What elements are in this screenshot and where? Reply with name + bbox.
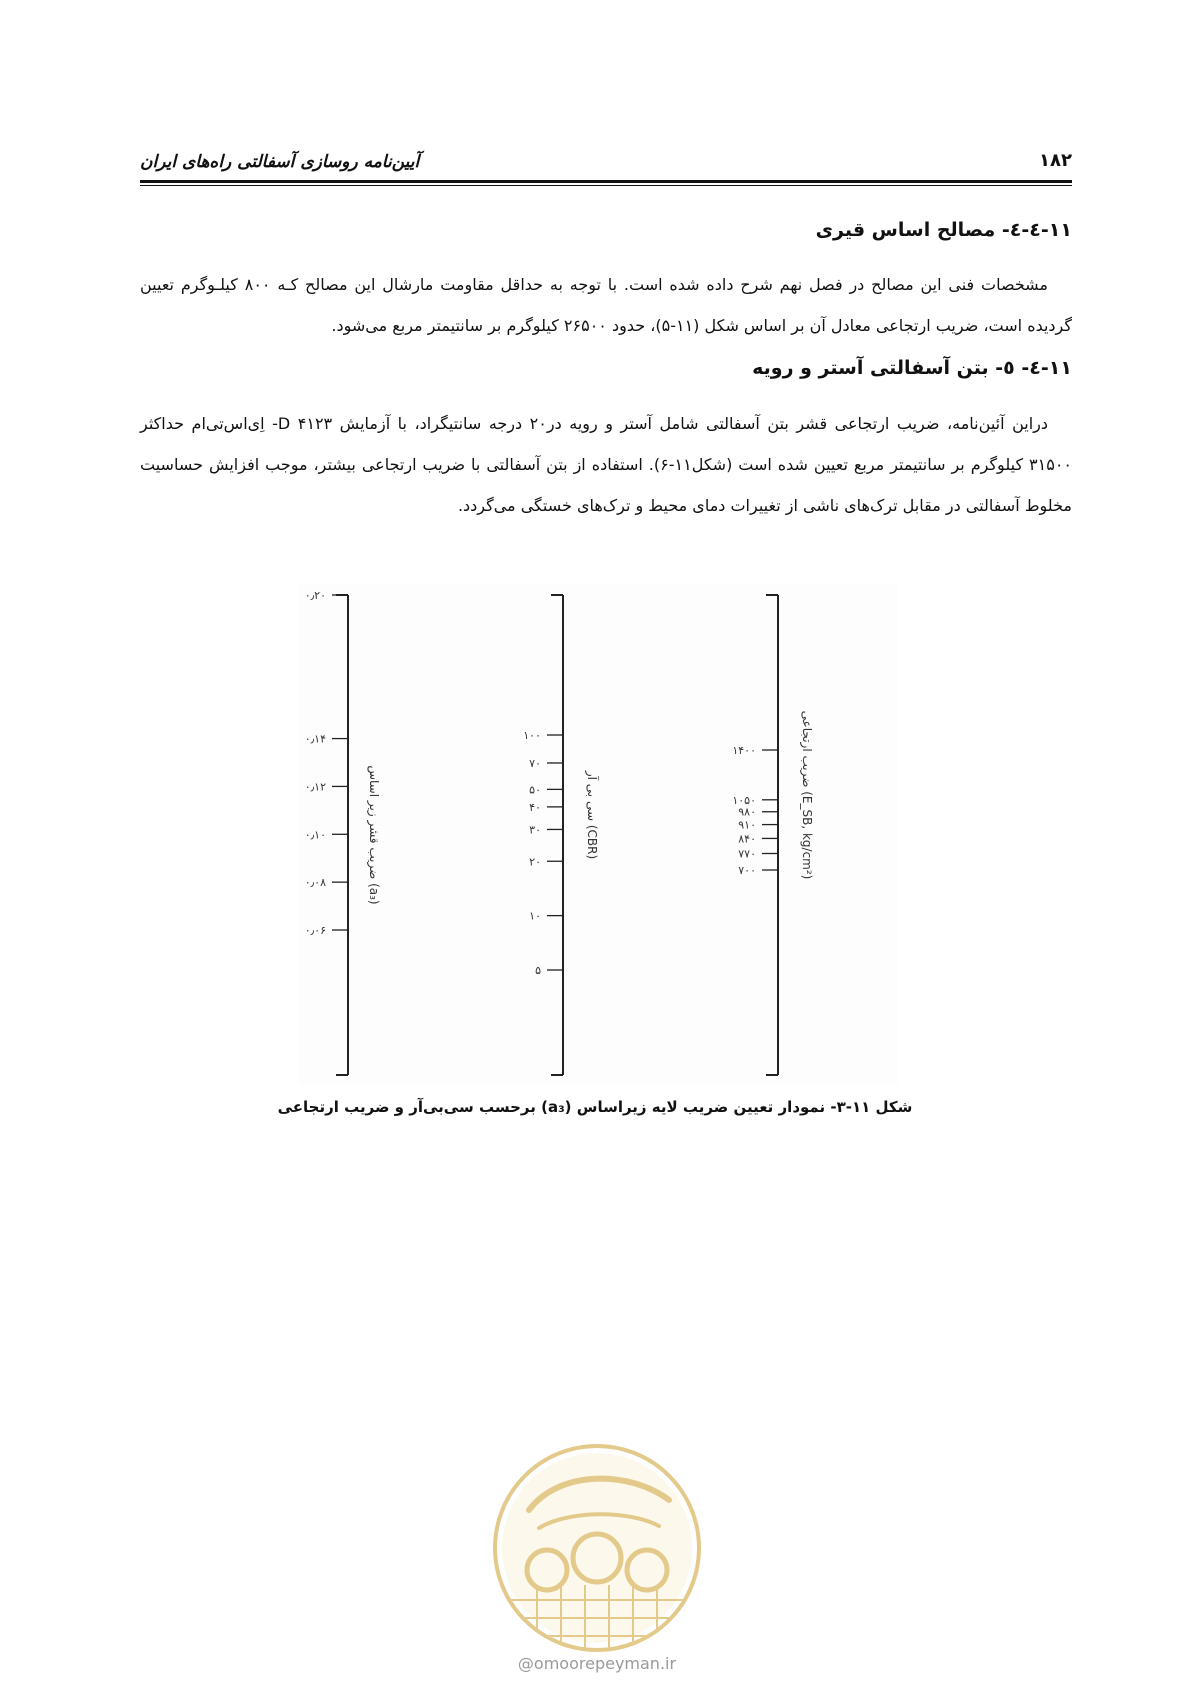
- tick-label: ۰٫۰۸: [304, 876, 326, 890]
- tick-label: ۵: [535, 964, 541, 977]
- paragraph-text: مشخصات فنی این مصالح در فصل نهم شرح داده شده است. با توجه به حداقل مقاومت مارشال این مصالح کـه ۸۰۰ کیلـوگرم تعیین گردیده است، ضریب ارتجاعی معادل آن بر اساس شکل (۱۱-۵)، حدود ۲۶۵۰۰ کیلوگرم بر سانتیمتر مربع می‌شود.: [140, 275, 1072, 335]
- tick-label: ۸۴۰: [738, 832, 756, 846]
- tick-label: ۷۰: [529, 756, 541, 770]
- axis-label: سی بی آر (CBR): [585, 770, 599, 860]
- tick-label: ۹۱۰: [738, 818, 756, 832]
- watermark-logo: [489, 1440, 705, 1656]
- watermark-site: @omoorepeyman.ir: [517, 1654, 677, 1673]
- tick-label: ۱۰۵۰: [732, 793, 756, 807]
- tick-label: ۰٫۱۲: [304, 780, 326, 794]
- tick-label: ۰٫۱۰: [304, 828, 326, 842]
- tick-label: ۲۰: [529, 855, 541, 869]
- axis-label: ضریب ارتجاعی (E_SB, kg/cm²): [800, 710, 814, 880]
- tick-label: ۱۴۰۰: [732, 744, 756, 757]
- axis-label: ضریب قشر زیر اساس (a₃): [367, 765, 381, 905]
- running-title: آیین‌نامه روسازی آسفالتی راه‌های ایران: [140, 152, 420, 172]
- header-rule-thin: [140, 185, 1072, 186]
- section-heading-bituminous-base: ۱۱-٤-٤- مصالح اساس قیری: [815, 219, 1072, 241]
- tick-label: ۵۰: [529, 783, 541, 797]
- nomograph-chart: [298, 585, 898, 1085]
- tick-label: ۱۰: [529, 909, 541, 923]
- section-paragraph-bituminous-base: [140, 264, 1072, 346]
- tick-label: ۹۸۰: [738, 805, 756, 819]
- tick-label: ۳۰: [529, 823, 541, 837]
- tick-label: ۴۰: [529, 800, 541, 814]
- section-heading-asphalt-concrete: ۱۱-٤- ٥- بتن آسفالتی آستر و رویه: [752, 357, 1072, 379]
- tick-label: ۱۰۰: [523, 729, 541, 742]
- tick-label: ۰٫۱۴: [304, 732, 326, 746]
- tick-label: ۷۷۰: [738, 847, 756, 861]
- tick-label: ۷۰۰: [738, 864, 756, 877]
- nomograph-svg: [298, 585, 898, 1085]
- seal-icon: [489, 1440, 705, 1656]
- paragraph-text: دراین آئین‌نامه، ضریب ارتجاعی قشر بتن آسفالتی شامل آستر و رویه در۲۰ درجه سانتیگراد، با آزمایش D ‎۴۱۲۳- اِی‌اس‌تی‌ام حداکثر ۳۱۵۰۰ کیلوگرم بر سانتیمتر مربع تعیین شده است (شکل۱۱-۶). استفاده از بتن آسفالتی با ضریب ارتجاعی بیشتر، موجب افزایش حساسیت مخلوط آسفالتی در مقابل ترک‌های ناشی از تغییرات دمای محیط و ترک‌های خستگی می‌گردد.: [140, 414, 1072, 515]
- tick-label: ۰٫۰۶: [304, 924, 326, 937]
- page-header: [140, 148, 1072, 176]
- section-paragraph-asphalt-concrete: [140, 403, 1072, 526]
- page-number: ۱۸۲: [1039, 150, 1072, 171]
- figure-caption: شکل ۱۱-۳- نمودار تعیین ضریب لایه زیراساس (a₃) برحسب سی‌بی‌آر و ضریب ارتجاعی: [277, 1098, 913, 1116]
- header-rule-thick: [140, 180, 1072, 183]
- tick-label: ۰٫۲۰: [304, 589, 326, 602]
